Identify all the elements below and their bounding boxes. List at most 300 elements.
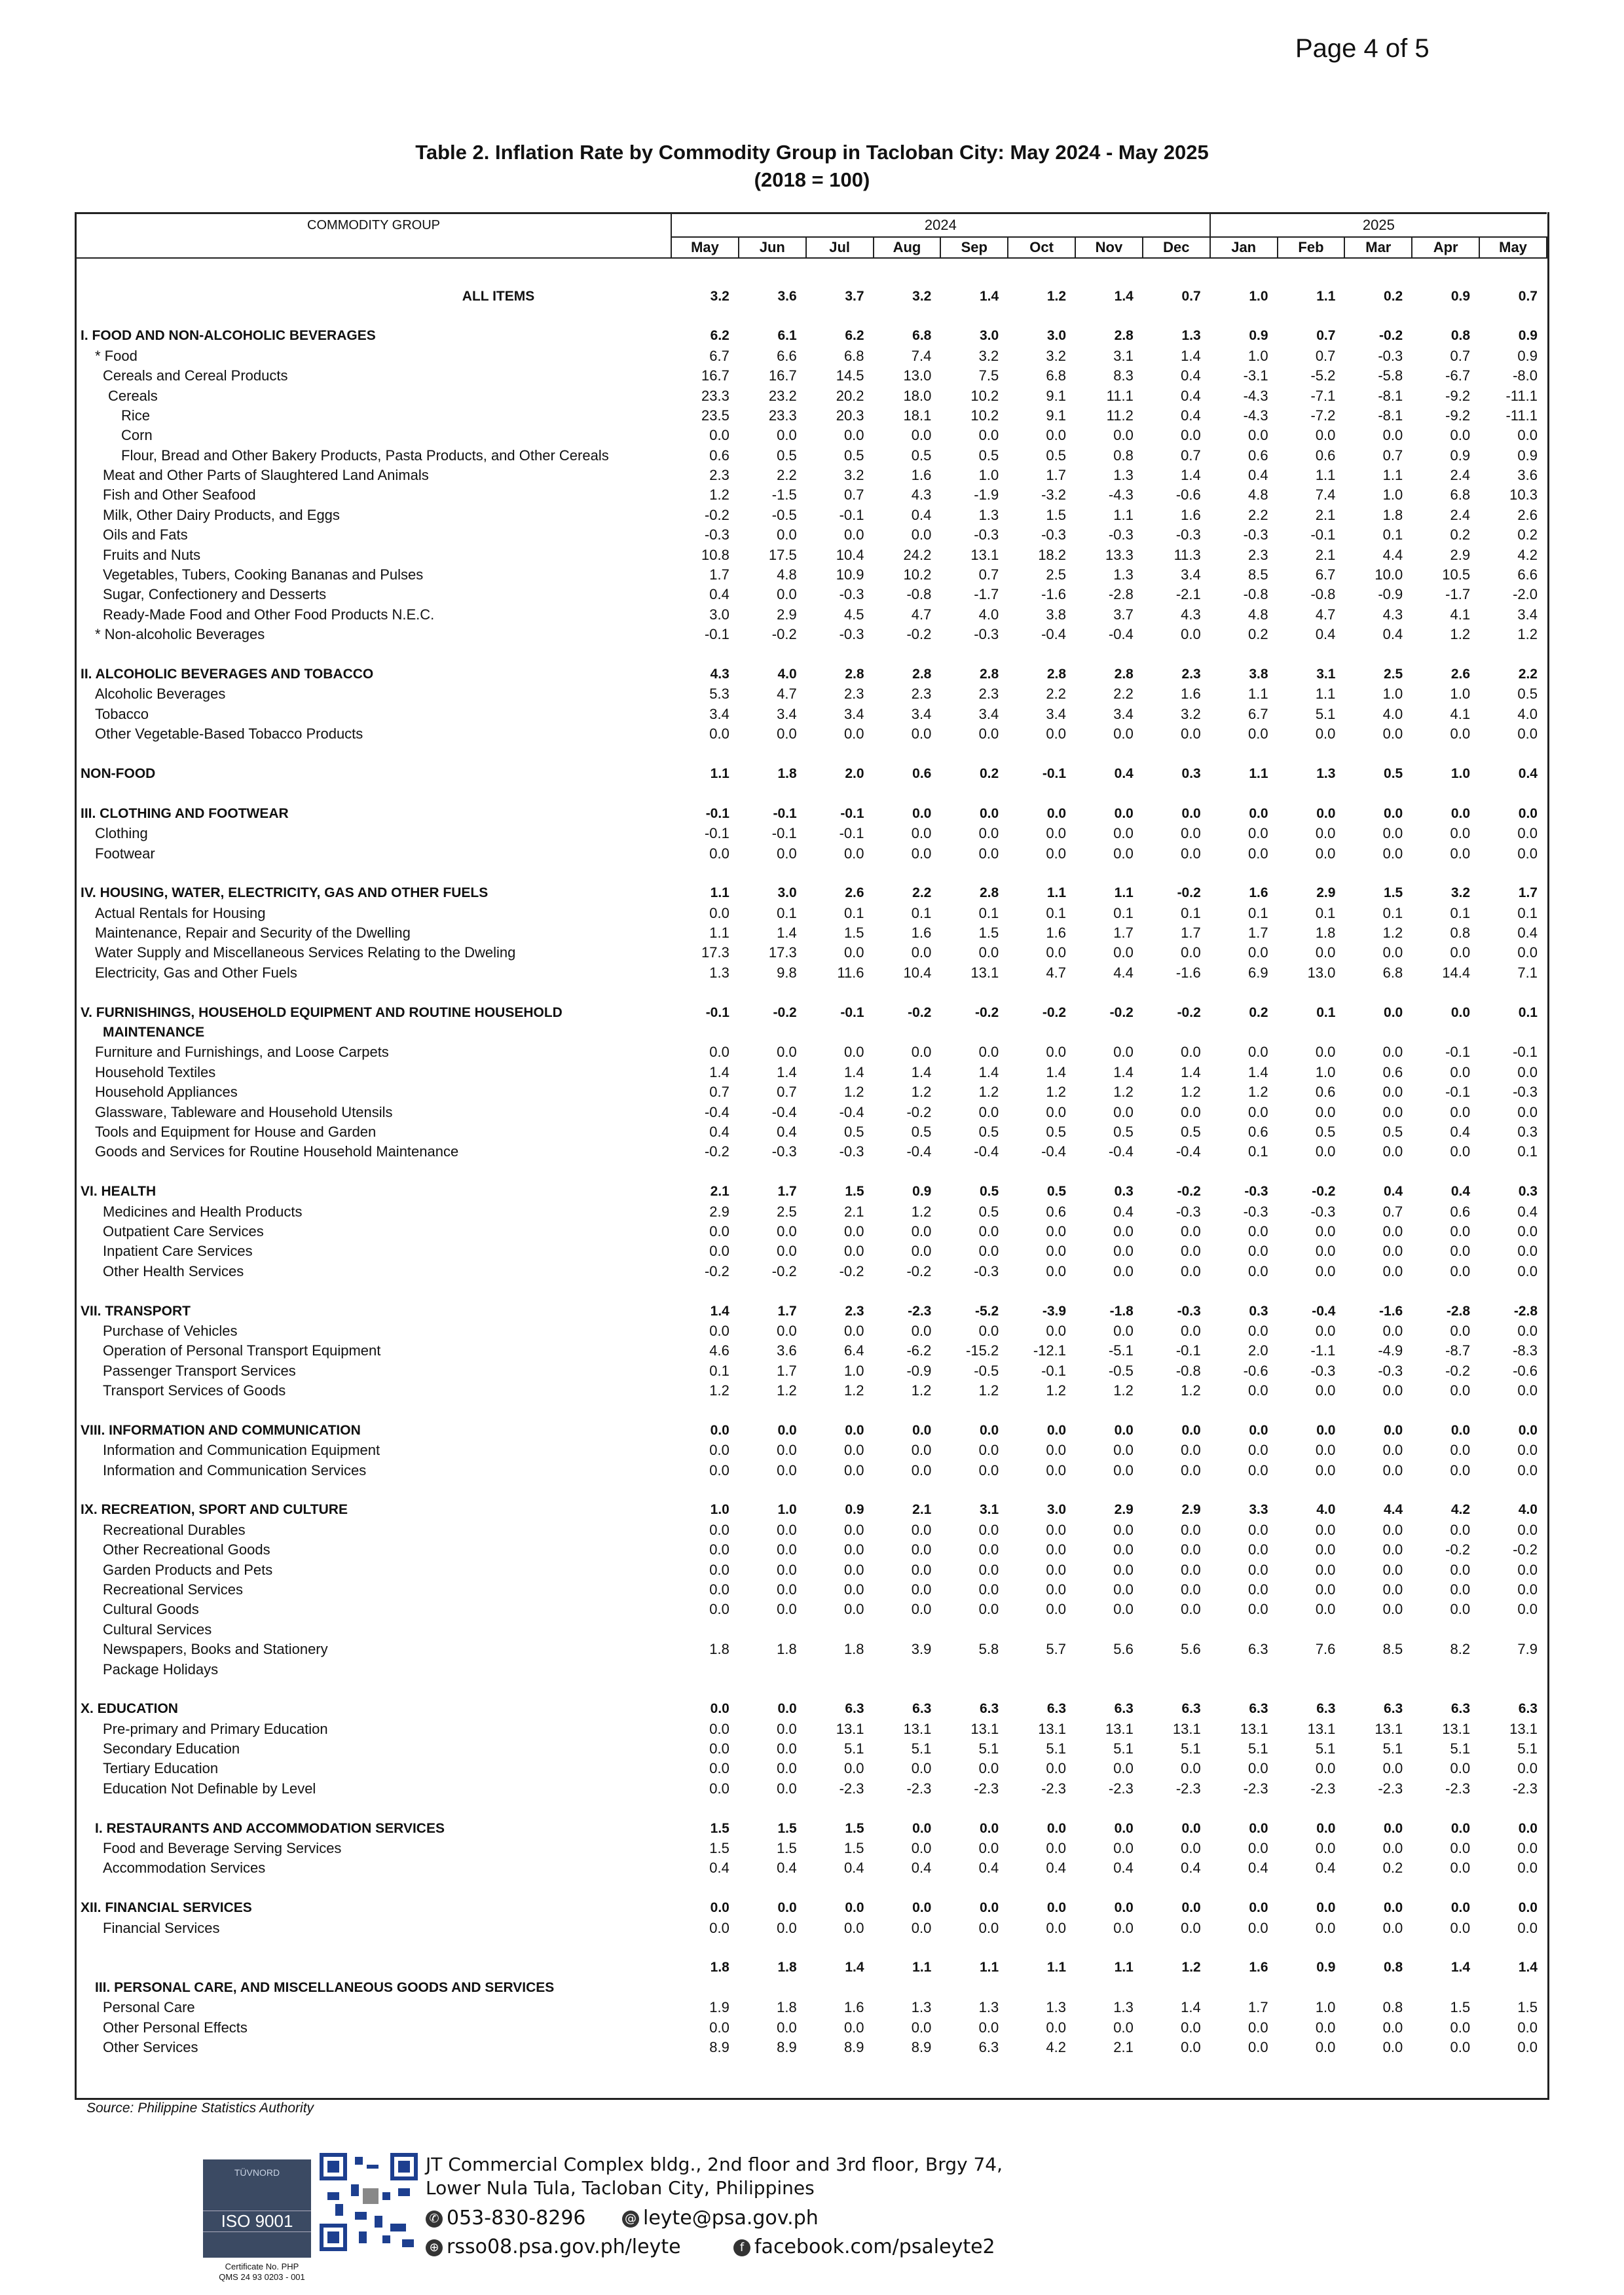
value-cell: 0.0	[1046, 1103, 1067, 1120]
value-cell: 0.0	[1450, 1143, 1471, 1160]
value-cell: 0.8	[1382, 1999, 1403, 2016]
commodity-label: Other Services	[103, 2038, 198, 2055]
commodity-label: Other Personal Effects	[103, 2019, 248, 2036]
header-separator	[77, 258, 1547, 266]
value-cell: 2.3	[1247, 546, 1268, 563]
spacer-row	[77, 784, 1547, 803]
qr-code-icon	[320, 2153, 418, 2251]
facebook-url[interactable]: facebook.com/psaleyte2	[754, 2235, 995, 2258]
value-cell: 0.5	[911, 447, 932, 464]
value-cell: 0.0	[1249, 1900, 1268, 1916]
value-cell: 0.7	[843, 487, 864, 504]
value-cell: -0.1	[1042, 765, 1067, 781]
value-cell: 0.0	[979, 805, 999, 821]
value-cell: 0.0	[777, 1720, 797, 1737]
value-cell: 0.5	[1384, 765, 1403, 781]
value-cell: 0.0	[1450, 1601, 1471, 1618]
value-cell: 0.0	[1382, 1561, 1403, 1578]
value-cell	[1143, 1620, 1210, 1640]
table-row	[77, 525, 1547, 545]
value-cell: 0.8	[1384, 1960, 1403, 1975]
spacer-cell	[77, 1480, 1547, 1500]
value-cell: -0.2	[906, 1262, 932, 1279]
value-cell: 5.1	[1315, 705, 1336, 722]
value-cell: 0.0	[1315, 1760, 1336, 1777]
table-row	[77, 446, 1547, 466]
value-cell: -0.3	[1244, 1184, 1268, 1200]
value-cell: 0.0	[1315, 1044, 1336, 1061]
value-cell: 6.3	[1114, 1701, 1134, 1717]
value-cell: 2.1	[710, 1184, 729, 1200]
value-cell: 1.2	[1046, 1084, 1067, 1101]
commodity-label: Purchase of Vehicles	[103, 1322, 238, 1339]
value-cell: 0.0	[843, 845, 864, 862]
value-cell: 0.0	[1382, 845, 1403, 862]
value-cell: 0.2	[1450, 526, 1471, 543]
value-cell: 0.4	[1247, 467, 1268, 484]
value-cell: 2.9	[709, 1203, 729, 1220]
value-cell: 0.0	[1181, 845, 1201, 862]
value-cell: 0.0	[1315, 1461, 1336, 1478]
value-cell: 6.6	[777, 347, 797, 364]
spacer-cell	[77, 744, 1547, 763]
commodity-label: Package Holidays	[103, 1661, 219, 1678]
commodity-label: Flour, Bread and Other Bakery Products, Pasta Products, and Other Cereals	[121, 447, 609, 464]
value-cell: 20.2	[836, 387, 864, 404]
value-cell: 5.7	[1046, 1641, 1067, 1658]
value-cell: 3.4	[843, 705, 864, 722]
value-cell	[1479, 1620, 1547, 1640]
value-cell: 2.2	[912, 885, 932, 901]
value-cell: 0.9	[1450, 288, 1471, 304]
value-cell: 13.1	[1038, 1720, 1067, 1737]
value-cell: 1.4	[978, 1063, 999, 1080]
month-header: Aug	[874, 237, 941, 258]
value-cell: -0.8	[1243, 586, 1268, 603]
value-cell: 4.0	[1518, 1502, 1538, 1518]
spacer-cell	[77, 306, 1547, 326]
value-cell: -0.3	[771, 1143, 797, 1160]
value-cell: 0.0	[1249, 805, 1268, 821]
commodity-label: VIII. INFORMATION AND COMMUNICATION	[81, 1422, 361, 1438]
value-cell: 0.0	[1247, 1322, 1268, 1339]
table-row	[77, 346, 1547, 366]
spacer-cell	[77, 1401, 1547, 1420]
value-cell: -1.7	[1445, 586, 1471, 603]
commodity-label: Tools and Equipment for House and Garden	[95, 1123, 377, 1140]
value-cell: -0.4	[1175, 1143, 1201, 1160]
value-cell: 0.0	[777, 1581, 797, 1598]
commodity-label: VII. TRANSPORT	[81, 1303, 191, 1319]
value-cell: 4.1	[1450, 705, 1471, 722]
value-cell: 10.3	[1509, 487, 1538, 504]
value-cell: 0.7	[978, 566, 999, 583]
table-row	[77, 386, 1547, 405]
value-cell: 0.0	[1113, 2019, 1134, 2036]
value-cell: -0.1	[771, 825, 797, 842]
value-cell: 0.0	[1249, 1422, 1268, 1438]
value-cell: 0.0	[1450, 825, 1471, 842]
value-cell: 2.1	[1315, 546, 1336, 563]
value-cell: 1.8	[777, 765, 797, 781]
value-cell: 0.0	[710, 1900, 729, 1916]
value-cell: -4.3	[1108, 487, 1134, 504]
value-cell: 0.0	[911, 845, 932, 862]
commodity-label: Financial Services	[103, 1919, 220, 1936]
group-row	[77, 326, 1547, 346]
value-cell: 0.0	[777, 1243, 797, 1260]
value-cell: 3.7	[1113, 606, 1134, 623]
value-cell: 0.4	[1046, 1860, 1067, 1877]
value-cell: 10.8	[701, 546, 729, 563]
address-line-2: Lower Nula Tula, Tacloban City, Philippines	[426, 2177, 815, 2199]
value-cell: 4.6	[709, 1342, 729, 1359]
value-cell: -8.0	[1513, 367, 1538, 384]
value-cell: 0.0	[1114, 1900, 1134, 1916]
value-cell: 4.7	[1046, 964, 1067, 981]
value-cell: -0.3	[1310, 1203, 1336, 1220]
value-cell: 7.9	[1517, 1641, 1538, 1658]
value-cell: -0.3	[1378, 1362, 1403, 1379]
value-cell	[1412, 1620, 1479, 1640]
commodity-label: II. ALCOHOLIC BEVERAGES AND TOBACCO	[81, 667, 374, 682]
table-row	[77, 1460, 1547, 1480]
value-cell: 1.4	[1113, 1063, 1134, 1080]
value-cell: 3.4	[978, 705, 999, 722]
value-cell: 0.0	[1315, 1103, 1336, 1120]
year-2024-header: 2024	[671, 213, 1210, 238]
value-cell: 0.0	[1113, 427, 1134, 444]
value-cell: 0.4	[1181, 387, 1201, 404]
value-cell: 0.0	[1113, 725, 1134, 743]
table-row	[77, 1858, 1547, 1878]
value-cell: 0.0	[1450, 1442, 1471, 1459]
value-cell: 2.8	[1114, 667, 1134, 682]
value-cell	[1008, 1659, 1075, 1679]
spacer-cell	[77, 784, 1547, 803]
commodity-label: X. EDUCATION	[81, 1701, 178, 1717]
value-cell: -2.3	[906, 1780, 932, 1797]
value-cell: 20.3	[836, 407, 864, 424]
table-row	[77, 1540, 1547, 1560]
value-cell: 0.0	[1517, 1860, 1538, 1877]
commodity-label: Glassware, Tableware and Household Utensils	[95, 1103, 393, 1120]
website-url[interactable]: rsso08.psa.gov.ph/leyte	[447, 2235, 681, 2258]
value-cell: 0.4	[709, 1860, 729, 1877]
value-cell: 0.0	[1382, 1541, 1403, 1558]
table-row	[77, 1580, 1547, 1600]
value-cell: 0.1	[978, 904, 999, 921]
value-cell: 1.1	[710, 885, 729, 901]
table-row	[77, 1202, 1547, 1221]
value-cell: 1.8	[1382, 506, 1403, 523]
value-cell: 0.0	[1046, 1760, 1067, 1777]
value-cell: 13.1	[1307, 1720, 1336, 1737]
value-cell: -0.2	[1445, 1541, 1471, 1558]
value-cell: -2.3	[1041, 1780, 1067, 1797]
value-cell: 6.8	[912, 328, 932, 344]
group-row	[77, 1978, 1547, 1998]
value-cell: 4.4	[1382, 546, 1403, 563]
value-cell: 0.0	[1517, 825, 1538, 842]
empty-values	[671, 1978, 1547, 1998]
value-cell: 1.2	[777, 1382, 797, 1399]
commodity-label: Fish and Other Seafood	[103, 487, 256, 504]
value-cell: 0.0	[843, 1601, 864, 1618]
facebook-icon: f	[733, 2239, 750, 2256]
value-cell: 0.0	[843, 1442, 864, 1459]
value-cell: 0.0	[709, 427, 729, 444]
value-cell: 0.5	[978, 447, 999, 464]
value-cell: -3.1	[1243, 367, 1268, 384]
value-cell: 0.7	[1450, 347, 1471, 364]
value-cell: -0.6	[1175, 487, 1201, 504]
spacer-cell	[77, 266, 1547, 286]
commodity-group-header: COMMODITY GROUP	[77, 213, 671, 238]
value-cell: 6.7	[1315, 566, 1336, 583]
value-cell: 0.0	[777, 586, 797, 603]
value-cell: 5.1	[1450, 1740, 1471, 1757]
value-cell: 0.0	[978, 1243, 999, 1260]
table-row	[77, 406, 1547, 426]
table-row	[77, 943, 1547, 963]
value-cell: 1.4	[1450, 1960, 1471, 1975]
value-cell: 0.0	[1450, 1760, 1471, 1777]
value-cell: -0.1	[704, 626, 729, 643]
value-cell: 4.5	[843, 606, 864, 623]
value-cell: 0.0	[1517, 1322, 1538, 1339]
value-cell: -0.4	[974, 1143, 999, 1160]
value-cell: 0.0	[1382, 1521, 1403, 1538]
value-cell: 0.0	[1247, 1541, 1268, 1558]
value-cell: 0.6	[1450, 1203, 1471, 1220]
value-cell: 5.1	[978, 1740, 999, 1757]
value-cell: 0.0	[709, 1581, 729, 1598]
value-cell: 1.4	[1247, 1063, 1268, 1080]
value-cell: 1.4	[1181, 347, 1201, 364]
value-cell: 0.6	[1315, 447, 1336, 464]
value-cell: 0.0	[777, 1740, 797, 1757]
value-cell: 0.5	[1113, 1123, 1134, 1140]
table-row	[77, 1102, 1547, 1122]
value-cell: 1.8	[709, 1641, 729, 1658]
value-cell: 7.4	[911, 347, 932, 364]
value-cell: -0.2	[1177, 885, 1201, 901]
table-row	[77, 545, 1547, 564]
value-cell: 1.0	[843, 1362, 864, 1379]
value-cell: 0.0	[1315, 1541, 1336, 1558]
value-cell: 0.0	[709, 1919, 729, 1936]
value-cell: -0.6	[1513, 1362, 1538, 1379]
value-cell: 6.7	[1247, 705, 1268, 722]
value-cell: 0.0	[1517, 1222, 1538, 1239]
value-cell: 1.5	[777, 1820, 797, 1836]
month-header: Oct	[1008, 237, 1075, 258]
table-row	[77, 1600, 1547, 1619]
value-cell: -0.1	[1445, 1084, 1471, 1101]
value-cell: -0.2	[1513, 1541, 1538, 1558]
table-row	[77, 2038, 1547, 2057]
email-contact[interactable]	[622, 2207, 819, 2230]
value-cell: 2.9	[1114, 1502, 1134, 1518]
value-cell: 3.0	[979, 328, 999, 344]
value-cell: 0.0	[1382, 1581, 1403, 1598]
value-cell: 0.0	[978, 1541, 999, 1558]
value-cell: 0.0	[1247, 1222, 1268, 1239]
value-cell: 0.0	[1247, 1581, 1268, 1598]
value-cell: 1.3	[1046, 1999, 1067, 2016]
value-cell: -5.8	[1378, 367, 1403, 384]
value-cell: 13.1	[1105, 1720, 1134, 1737]
value-cell: 23.2	[768, 387, 797, 404]
commodity-label: Pre-primary and Primary Education	[103, 1720, 328, 1737]
value-cell: 0.0	[1113, 1442, 1134, 1459]
commodity-label: Corn	[121, 427, 153, 444]
value-cell: 23.3	[768, 407, 797, 424]
spacer-cell	[77, 1281, 1547, 1301]
value-cell: 13.1	[970, 964, 999, 981]
value-cell: -0.2	[1445, 1362, 1471, 1379]
value-cell	[806, 1659, 874, 1679]
value-cell: 0.5	[1046, 1184, 1067, 1200]
value-cell: 0.9	[1518, 328, 1538, 344]
value-cell: -0.4	[1041, 1143, 1067, 1160]
value-cell: 0.0	[911, 1044, 932, 1061]
value-cell	[1210, 1620, 1278, 1640]
value-cell: 0.4	[1181, 367, 1201, 384]
value-cell: 4.8	[1247, 606, 1268, 623]
table-row	[77, 1998, 1547, 2017]
value-cell: 0.0	[777, 1461, 797, 1478]
value-cell: 2.4	[1450, 506, 1471, 523]
value-cell: 0.0	[1382, 1382, 1403, 1399]
value-cell: 1.1	[1249, 765, 1268, 781]
value-cell: 0.0	[1247, 1840, 1268, 1857]
value-cell: 0.0	[1517, 2038, 1538, 2055]
value-cell: 8.9	[911, 2038, 932, 2055]
phone-contact	[426, 2207, 586, 2230]
value-cell: 4.7	[911, 606, 932, 623]
value-cell: -0.8	[1175, 1362, 1201, 1379]
value-cell: 0.0	[777, 845, 797, 862]
facebook-contact[interactable]	[733, 2235, 995, 2258]
value-cell: 1.1	[1247, 686, 1268, 703]
value-cell: 0.0	[1450, 944, 1471, 961]
value-cell: 1.1	[1315, 467, 1336, 484]
month-header: Jul	[806, 237, 874, 258]
value-cell: 1.3	[1316, 765, 1336, 781]
value-cell: 0.0	[843, 1521, 864, 1538]
value-cell: 0.0	[1450, 1422, 1471, 1438]
value-cell: 0.0	[1046, 1919, 1067, 1936]
value-cell: 2.8	[979, 885, 999, 901]
value-cell: -0.1	[1310, 526, 1336, 543]
value-cell: 0.0	[777, 1601, 797, 1618]
value-cell: 0.0	[843, 1044, 864, 1061]
value-cell: 0.0	[1517, 1442, 1538, 1459]
value-cell: 1.7	[1247, 1999, 1268, 2016]
value-cell: -0.8	[1310, 586, 1336, 603]
value-cell: 0.1	[1517, 1143, 1538, 1160]
spacer-row	[77, 1799, 1547, 1818]
table-row	[77, 904, 1547, 923]
website-contact[interactable]	[426, 2235, 681, 2258]
value-cell: 1.4	[911, 1063, 932, 1080]
value-cell: 0.0	[978, 1461, 999, 1478]
value-cell: 0.0	[911, 526, 932, 543]
value-cell: 4.2	[1450, 1502, 1471, 1518]
value-cell: 0.2	[1247, 626, 1268, 643]
value-cell: 0.0	[1382, 725, 1403, 743]
table-row	[77, 605, 1547, 625]
value-cell: -0.1	[773, 805, 797, 821]
value-cell	[1143, 1659, 1210, 1679]
value-cell: 4.2	[1046, 2038, 1067, 2055]
value-cell: 3.4	[1113, 705, 1134, 722]
value-cell: 1.0	[1382, 686, 1403, 703]
table-row	[77, 1222, 1547, 1241]
value-cell: 0.4	[978, 1860, 999, 1877]
value-cell: 0.0	[1046, 1222, 1067, 1239]
month-header: Dec	[1143, 237, 1210, 258]
value-cell: 0.0	[1315, 1243, 1336, 1260]
value-cell: 0.0	[1113, 1521, 1134, 1538]
value-cell: -2.0	[1513, 586, 1538, 603]
email-address[interactable]: leyte@psa.gov.ph	[643, 2207, 819, 2230]
value-cell: 1.1	[1113, 506, 1134, 523]
spacer-cell	[77, 864, 1547, 883]
value-cell: 13.1	[1172, 1720, 1201, 1737]
value-cell: 0.1	[1316, 1004, 1336, 1020]
value-cell: -3.9	[1042, 1303, 1067, 1319]
value-cell: 0.4	[1247, 1860, 1268, 1877]
table-row	[77, 1122, 1547, 1142]
value-cell: 0.0	[1384, 805, 1403, 821]
value-cell: 1.2	[1517, 626, 1538, 643]
commodity-label: Household Textiles	[95, 1063, 216, 1080]
value-cell: -0.1	[840, 1004, 864, 1020]
value-cell: 0.0	[911, 944, 932, 961]
value-cell: 4.8	[777, 566, 797, 583]
value-cell: 1.1	[1046, 885, 1067, 901]
value-cell: 1.7	[1181, 925, 1201, 942]
spacer-row	[77, 1281, 1547, 1301]
value-cell: 0.0	[978, 944, 999, 961]
value-cell: 1.4	[709, 1063, 729, 1080]
header-year-row	[77, 213, 1547, 238]
value-cell: 8.2	[1450, 1641, 1471, 1658]
value-cell	[1344, 1620, 1412, 1640]
value-cell: 0.0	[777, 1919, 797, 1936]
value-cell: 0.6	[1247, 447, 1268, 464]
value-cell: 1.3	[1113, 1999, 1134, 2016]
value-cell: 1.1	[912, 1960, 932, 1975]
value-cell: 2.3	[911, 686, 932, 703]
value-cell: 0.0	[1046, 1840, 1067, 1857]
value-cell: 7.6	[1315, 1641, 1336, 1658]
value-cell: 4.3	[710, 667, 729, 682]
value-cell: 3.2	[710, 288, 729, 304]
value-cell: 0.0	[1046, 1322, 1067, 1339]
value-cell: 0.4	[709, 586, 729, 603]
commodity-label: Tertiary Education	[103, 1760, 219, 1777]
value-cell: 1.0	[777, 1502, 797, 1518]
value-cell: 2.0	[845, 765, 864, 781]
value-cell: 0.0	[1517, 2019, 1538, 2036]
value-cell: 0.0	[978, 1222, 999, 1239]
value-cell: 0.0	[843, 1322, 864, 1339]
value-cell: 0.0	[911, 1919, 932, 1936]
